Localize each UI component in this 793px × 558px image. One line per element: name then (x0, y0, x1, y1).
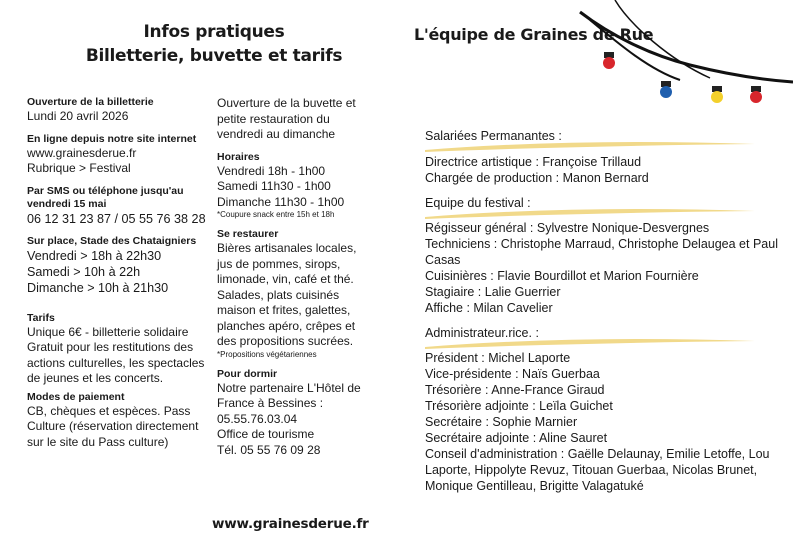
opening-date: Lundi 20 avril 2026 (27, 109, 129, 123)
bulb-icon (711, 86, 723, 103)
team-member: Secrétaire adjointe : Aline Sauret (425, 431, 608, 445)
light-garland-decoration (560, 0, 793, 120)
bulb-icon (660, 81, 672, 98)
onsite-line: Samedi > 10h à 22h (27, 264, 141, 279)
bulb-icon (603, 52, 615, 69)
payment-text: CB, chèques et espèces. Pass Culture (réservation directement sur le site du Pass culture) (27, 403, 199, 449)
team-member: Techniciens : Christophe Marraud, Christophe Delaugea et Paul Casas (425, 237, 778, 267)
team-member: Conseil d'administration : Gaëlle Delaunay, Emilie Letoffe, Lou Laporte, Hippolyte Revuz, Titouan Guerbaa, Nicolas Brunet, Monique Gentilleau, Brigitte Valagatuké (425, 447, 770, 493)
page-title-right: L'équipe de Graines de Rue (414, 25, 654, 44)
title-line-2: Billetterie, buvette et tarifs (85, 46, 343, 66)
payment-label: Modes de paiement (27, 390, 125, 403)
dormir-label: Pour dormir (217, 367, 278, 380)
page-title-left (78, 20, 350, 68)
horaire-line: Vendredi 18h - 1h00 (217, 163, 326, 178)
veg-note: *Propositions végétariennes (217, 349, 317, 359)
team-member: Trésorière : Anne-France Giraud (425, 383, 605, 397)
online-label: En ligne depuis notre site internet (27, 132, 197, 145)
column-team (425, 128, 780, 494)
sms-label-2: vendredi 15 mai (27, 197, 107, 210)
team-member: Régisseur général : Sylvestre Nonique-Desvergnes (425, 221, 710, 235)
opening-label: Ouverture de la billetterie (27, 96, 154, 108)
team-member: Cuisinières : Flavie Bourdillot et Marion Fournière (425, 269, 699, 283)
section-text: Rubrique > Festival (27, 161, 131, 175)
team-member: Directrice artistique : Françoise Trillaud (425, 155, 642, 169)
team-member: Vice-présidente : Naïs Guerbaa (425, 367, 600, 381)
team-member: Président : Michel Laporte (425, 351, 571, 365)
team-member: Secrétaire : Sophie Marnier (425, 415, 578, 429)
admin-title: Administrateur.rice. : (425, 325, 780, 341)
festival-title: Equipe du festival : (425, 195, 780, 211)
tourism-text: Office de tourisme (217, 427, 315, 441)
horaire-line: Samedi 11h30 - 1h00 (217, 179, 331, 193)
tarifs-text: Unique 6€ - billetterie solidaire Gratuit pour les restitutions des actions culturelles, les spectacles de jeunes et les concerts. (27, 324, 205, 385)
column-billetterie (27, 96, 209, 450)
column-buvette (217, 96, 367, 458)
website-text: www.grainesderue.fr (27, 145, 137, 160)
dormir-text: Notre partenaire L'Hôtel de France à Bessines : (217, 380, 361, 410)
team-member: Trésorière adjointe : Leïla Guichet (425, 399, 613, 413)
tarifs-label: Tarifs (27, 311, 55, 324)
tourism-phone: Tél. 05 55 76 09 28 (217, 442, 321, 457)
buvette-text: Ouverture de la buvette et petite restauration du vendredi au dimanche (217, 96, 356, 141)
horaire-line: Dimanche 11h30 - 1h00 (217, 194, 345, 209)
bulb-icon (750, 86, 762, 103)
restaurer-label: Se restaurer (217, 228, 279, 240)
sms-label-1: Par SMS ou téléphone jusqu'au (27, 184, 184, 197)
team-member: Affiche : Milan Cavelier (425, 301, 553, 315)
phone-numbers: 06 12 31 23 87 / 05 55 76 38 28 (27, 211, 206, 226)
onsite-line: Dimanche > 10h à 21h30 (27, 280, 169, 295)
permanent-title: Salariées Permanantes : (425, 128, 780, 144)
onsite-line: Vendredi > 18h à 22h30 (27, 248, 162, 263)
title-line-1: Infos pratiques (143, 22, 285, 42)
horaires-label: Horaires (217, 150, 260, 163)
onsite-label: Sur place, Stade des Chataigniers (27, 234, 197, 247)
team-member: Stagiaire : Lalie Guerrier (425, 285, 561, 299)
team-member: Chargée de production : Manon Bernard (425, 171, 649, 185)
restaurer-text: Bières artisanales locales, jus de pommes, sirops, limonade, vin, café et thé. Salades, plats cuisinés maison et frites, galettes, planches apéro, crêpes et des propositions sucrées. (217, 241, 357, 348)
snack-note: *Coupure snack entre 15h et 18h (217, 210, 335, 219)
dormir-phone: 05.55.76.03.04 (217, 411, 298, 426)
footer-website: www.grainesderue.fr (212, 516, 369, 532)
